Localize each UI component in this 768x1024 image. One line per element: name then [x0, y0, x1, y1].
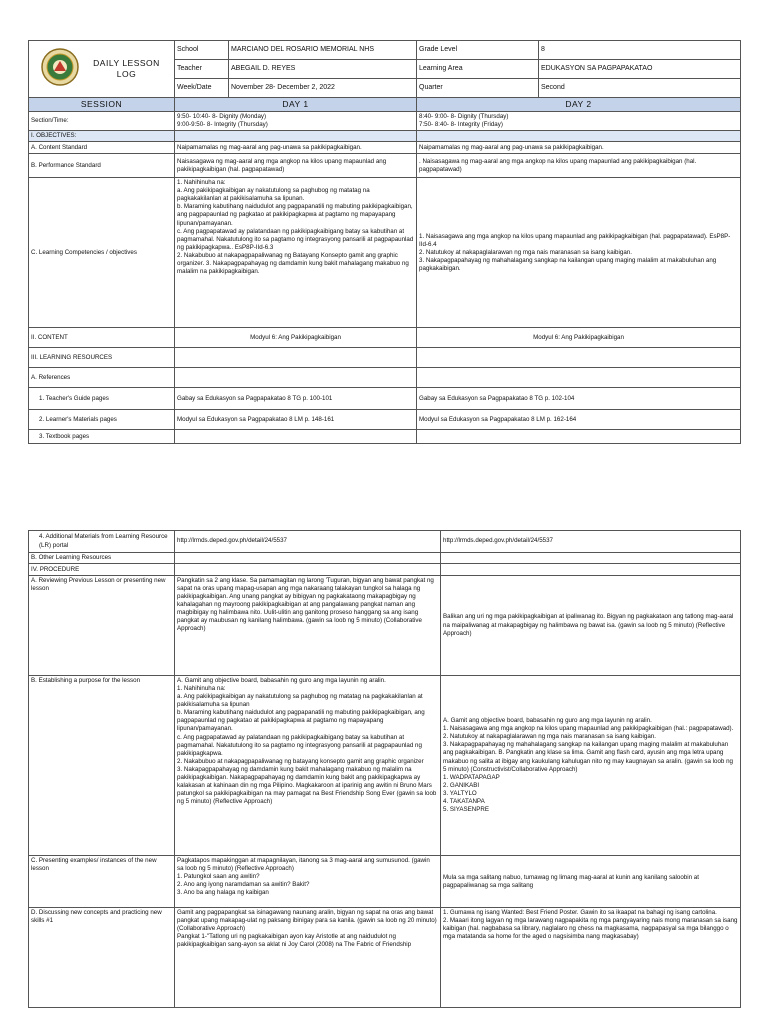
dll-table-top [28, 40, 741, 444]
empty-cell [417, 131, 741, 142]
content-day2: Modyul 6: Ang Pakikipagkaibigan [417, 328, 741, 348]
reviewing-lesson-day1: Pangkatin sa 2 ang klase. Sa pamamagitan ng larong 'Tuguran, bigyan ang bawat pangkat ng sapat na oras upang mapag-usapan ang mga nakaraang talakayan tungkol sa halaga ng pakikipagkaibigan. Ang unang pangkat ay bibigyan ng pagkakataong makapagbigay ng kahalagahan ng mayroong pakikipagkaibigan at ang pangalawang pangkat naman ang magbibigay ng halimbawa nito. Uulit-ulitin ang ganitong proseso hanggang sa ang isang pangkat ay maubusan ng kanilang halimbawa. (gawin sa loob ng 5 minuto) (Collaborative Approach) [175, 576, 441, 676]
area-value: EDUKASYON SA PAGPAPAKATAO [539, 60, 741, 79]
learners-materials-day2: Modyul sa Edukasyon sa Pagpapakatao 8 LM p. 162-164 [417, 410, 741, 430]
day2-header: DAY 2 [417, 98, 741, 112]
references-label: A. References [29, 368, 175, 388]
competencies-day1: 1. Nahihinuha na: a. Ang pakikipagkaibigan ay nakatutulong sa paghubog ng matatag na pagkakakilanlan at pakikisalamuha sa lipunan. b. Maraming kabutihang naidudulot ang pagpapanatili ng mabuting pakikipagkaibigan, ang pagpapaunlad ng pagkatao at pakikipagkapwa at pagtamo ng mapayapang lipunan/pamayanan. c. Ang pagpapatawad ay palatandaan ng pakikipagkaibigang batay sa kabutihan at pagmamahal. Nakatutulong ito sa pagtamo ng integrasyong pansarili at pagpapaunlad ng pakikipagkapwa.. EsP8P-IId-6.3 2. Nakabubuo at nakapagpapaliwanag ng Batayang Konsepto gamit ang graphic organizer. 3. Nakapagpapahayag ng damdamin kung bakit mahalagang makabuo ng malalim na pakikipagkaibigan. [175, 178, 417, 328]
empty-cell [175, 348, 417, 368]
dll-title-line2: LOG [116, 69, 137, 79]
week-label: Week/Date [175, 79, 229, 98]
examples-label: C. Presenting examples/ instances of the new lesson [29, 856, 175, 908]
learners-materials-day1: Modyul sa Edukasyon sa Pagpapakatao 8 LM p. 148-161 [175, 410, 417, 430]
quarter-value: Second [539, 79, 741, 98]
empty-cell [417, 368, 741, 388]
section-time-day2: 8:40- 9:00- 8- Dignity (Thursday) 7:50- 8:40- 8- Integrity (Friday) [417, 112, 741, 131]
school-seal-logo [33, 47, 87, 87]
header-title-cell [29, 41, 175, 98]
objectives-heading: I. OBJECTIVES: [29, 131, 175, 142]
teachers-guide-day1: Gabay sa Edukasyon sa Pagpapakatao 8 TG p. 100-101 [175, 388, 417, 410]
textbook-label: 3. Textbook pages [29, 430, 175, 444]
content-label: II. CONTENT [29, 328, 175, 348]
discussing-concepts-label: D. Discussing new concepts and practicing new skills #1 [29, 908, 175, 1008]
lr-portal-label: 4. Additional Materials from Learning Resource (LR) portal [29, 531, 175, 553]
empty-cell [417, 430, 741, 444]
other-resources-label: B. Other Learning Resources [29, 553, 175, 564]
empty-cell [175, 553, 441, 564]
teachers-guide-label: 1. Teacher's Guide pages [29, 388, 175, 410]
week-value: November 28- December 2, 2022 [229, 79, 417, 98]
quarter-label: Quarter [417, 79, 539, 98]
section-time-label: Section/Time: [29, 112, 175, 131]
empty-cell [417, 348, 741, 368]
empty-cell [175, 368, 417, 388]
content-standard-day2: Naipamamalas ng mag-aaral ang pag-unawa sa pakikipagkaibigan. [417, 142, 741, 154]
teacher-value: ABEGAIL D. REYES [229, 60, 417, 79]
discussing-concepts-day2: 1. Gumawa ng isang Wanted: Best Friend Poster. Gawin ito sa ikaapat na bahagi ng isang cartolina. 2. Maaari itong lagyan ng mga larawang nagpapakita ng mga pangyayaring nais mong maranasan sa isang kaibigan (hal. nagbabasa sa library, naglalaro ng chess na magkasama, nagpapasyal sa mga bilanggo o mga matatanda sa home for the aged o nagsisimba nang magkasabay) [441, 908, 741, 1008]
content-standard-day1: Naipamamalas ng mag-aaral ang pag-unawa sa pakikipagkaibigan. [175, 142, 417, 154]
empty-cell [441, 553, 741, 564]
area-label: Learning Area [417, 60, 539, 79]
grade-value: 8 [539, 41, 741, 60]
dll-title [81, 58, 172, 80]
purpose-day2: A. Gamit ang objective board, babasahin ng guro ang mga layunin ng aralin. 1. Naisasagawa ang mga angkop na kilos upang mapaunlad ang pakikipagkaibigan (hal.: pagpapatawad). 2. Natutukoy at nakapaglalarawan ng mga nais maranasan sa isang kaibigan. 3. Nakapagpapahayag ng mahahalagang sangkap na kailangan upang maging malalim at makabuluhan ang pagkakaibigan. B. Pangkatin ang klase sa lima. Gamit ang flash card, ayusin ang mga letra upang makabuo ng salita at ibigay ang kaukulang kahulugan nito ng may kaugnayan sa aralin. (gawin sa loob ng 5 minuto) (Constructivist/Collaborative Approach) 1. WADPATAPAGAP 2. GANIKABI 3. YALTYLO 4. TAKATANPA 5. SIYASENPRE [441, 676, 741, 856]
empty-cell [175, 430, 417, 444]
empty-cell [175, 564, 441, 576]
procedure-heading: IV. PROCEDURE [29, 564, 175, 576]
grade-label: Grade Level [417, 41, 539, 60]
teachers-guide-day2: Gabay sa Edukasyon sa Pagpapakatao 8 TG p. 102-104 [417, 388, 741, 410]
lr-portal-day1: http://lrmds.deped.gov.ph/detail/24/5537 [175, 531, 441, 553]
empty-cell [175, 131, 417, 142]
lr-portal-day2: http://lrmds.deped.gov.ph/detail/24/5537 [441, 531, 741, 553]
content-standard-label: A. Content Standard [29, 142, 175, 154]
purpose-label: B. Establishing a purpose for the lesson [29, 676, 175, 856]
examples-day2: Mula sa mga salitang nabuo, tumawag ng limang mag-aaral at kunin ang kanilang saloobin at pagpapaliwanag sa mga salitang [441, 856, 741, 908]
section-time-day1: 9:50- 10:40- 8- Dignity (Monday) 9:00-9:50- 8- Integrity (Thursday) [175, 112, 417, 131]
performance-standard-day1: Naisasagawa ng mag-aaral ang mga angkop na kilos upang mapaunlad ang pakikipagkaibigan (hal. pagpapatawad) [175, 154, 417, 178]
discussing-concepts-day1: Gamit ang pagpapangkat sa isinagawang naunang aralin, bigyan ng sapat na oras ang bawat pangkat upang makapag-ulat ng paksang ibinigay para sa kanila. (gawin sa loob ng 20 minuto) (Collaborative Approach) Pangkat 1-"Tatlong uri ng pagkakaibigan ayon kay Aristotle at ang naidudulot ng pakikipagkaibigan sang-ayon sa aklat ni Joy Carol (2008) na The Fabric of Friendship [175, 908, 441, 1008]
competencies-day2: 1. Naisasagawa ang mga angkop na kilos upang mapaunlad ang pakikipagkaibigan (hal. pagpapatawad). EsP8P-IId-6.4 2. Natutukoy at nakapaglalarawan ng mga nais maranasan sa isang kaibigan. 3. Nakapagpapahayag ng mahahalagang sangkap na kailangan upang maging malalim at makabuluhan ang pagkakaibigan. [417, 178, 741, 328]
school-value: MARCIANO DEL ROSARIO MEMORIAL NHS [229, 41, 417, 60]
learners-materials-label: 2. Learner's Materials pages [29, 410, 175, 430]
day1-header: DAY 1 [175, 98, 417, 112]
purpose-day1: A. Gamit ang objective board, babasahin ng guro ang mga layunin ng aralin. 1. Nahihinuha na: a. Ang pakikipagkaibigan ay nakatutulong sa paghubog ng matatag na pagkakakilanlan at pakikisalamuha sa lipunan b. Maraming kabutihang naidudulot ang pagpapanatili ng mabuting pakikipagkaibigan, ang pagpapaunlad ng pagkatao at pakikipagkapwa at pagtamo ng mapayapang lipunan/pamayanan. c. Ang pagpapatawad ay palatandaan ng pakikipagkaibigang batay sa kabutihan at pagmamahal. Nakatutulong ito sa pagtamo ng integrasyong pansarili at pagpapaunlad ng pakikipagkapwa. 2. Nakabubuo at nakapagpapaliwanag ng batayang konsepto gamit ang graphic organizer 3. Nakapagpapahayag ng damdamin kung bakit mahalagang makabuo ng malalim na pakikipagkaibigan. Nakapagpapahayag ng damdamin kung bakit ang pakikipagkapwa ay kalakasan at kahinaan din ng mga Pilipino. Magkakaroon at iparinig ang awitin ni Bruno Mars patungkol sa pakikipagkaibigan na may pamagat na Best Friendship Song Ever (gawin sa loob ng 5 minuto) (Reflective Approach) [175, 676, 441, 856]
examples-day1: Pagkatapos mapakinggan at mapagnilayan, itanong sa 3 mag-aaral ang sumusunod. (gawin sa loob ng 5 minuto) (Reflective Approach) 1. Patungkol saan ang awitin? 2. Ano ang iyong naramdaman sa awitin? Bakit? 3. Ano ba ang halaga ng kaibigan [175, 856, 441, 908]
school-label: School [175, 41, 229, 60]
reviewing-lesson-label: A. Reviewing Previous Lesson or presenting new lesson [29, 576, 175, 676]
competencies-label: C. Learning Competencies / objectives [29, 178, 175, 328]
reviewing-lesson-day2: Balikan ang uri ng mga pakikipagkaibigan at ipaliwanag ito. Bigyan ng pagkakataon ang tatlong mag-aaral na maipaliwanag at makapagbigay ng halimbawa ng bawat isa. (gawin sa loob ng 5 minuto) (Reflective Approach) [441, 576, 741, 676]
content-day1: Modyul 6: Ang Pakikipagkaibigan [175, 328, 417, 348]
performance-standard-day2: . Naisasagawa ng mag-aaral ang mga angkop na kilos upang mapaunlad ang pakikipagkaibigan (hal. pagpapatawad) [417, 154, 741, 178]
learning-resources-label: III. LEARNING RESOURCES [29, 348, 175, 368]
dll-title-line1: DAILY LESSON [93, 57, 160, 68]
empty-cell [441, 564, 741, 576]
performance-standard-label: B. Performance Standard [29, 154, 175, 178]
dll-table-bottom [28, 530, 741, 1008]
teacher-label: Teacher [175, 60, 229, 79]
session-header: SESSION [29, 98, 175, 112]
